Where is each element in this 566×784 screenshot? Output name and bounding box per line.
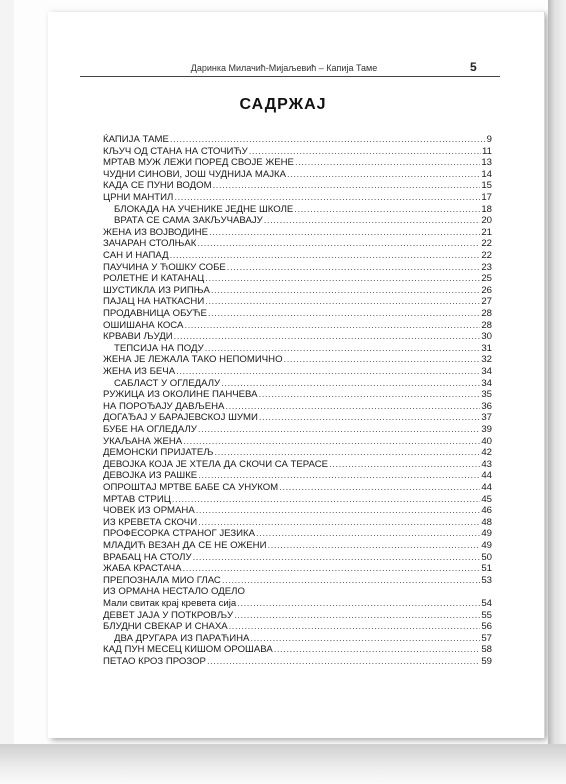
toc-entry-page: 13 <box>481 157 492 169</box>
toc-entry-title: ДЕВОЈКА КОЈА ЈЕ ХТЕЛА ДА СКОЧИ СА ТЕРАСЕ <box>103 458 329 470</box>
toc-entry-title: ТЕПСИЈА НА ПОДУ <box>114 342 204 354</box>
toc-entry-page: 49 <box>481 528 492 540</box>
toc-entry-page: 32 <box>481 354 492 366</box>
toc-entry-page: 21 <box>481 226 492 238</box>
toc-entry-page: 51 <box>481 563 492 575</box>
toc-entry-title: ДВА ДРУГАРА ИЗ ПАРАЋИНА <box>114 632 250 644</box>
toc-entry-page: 50 <box>481 551 492 563</box>
toc-entry-page: 35 <box>481 389 492 401</box>
toc-entry-title: ЦРНИ МАНТИЛ <box>103 192 174 203</box>
toc-entry-page: 22 <box>481 238 492 250</box>
toc-entry-page: 49 <box>481 540 492 551</box>
toc-entry-page: 46 <box>481 505 492 517</box>
toc-entry-page: 17 <box>481 192 492 203</box>
toc-entry-title: КАДА СЕ ПУНИ ВОДОМ <box>103 180 212 192</box>
toc-entry-title: МРТАВ МУЖ ЛЕЖИ ПОРЕД СВОЈЕ ЖЕНЕ <box>103 157 294 169</box>
toc-entry-title: САБЛАСТ У ОГЛЕДАЛУ <box>114 377 221 389</box>
toc-entry-page: 27 <box>481 296 492 308</box>
toc-entry-page: 59 <box>481 656 492 667</box>
toc-entry-title: БУБЕ НА ОГЛЕДАЛУ <box>103 424 197 435</box>
toc-entry-title: ПАЈАЦ НА НАТКАСНИ <box>103 296 205 308</box>
toc-entry-page: 39 <box>481 424 492 435</box>
toc-entry-page: 43 <box>481 458 492 470</box>
toc-entry-title: ПЕТАО КРОЗ ПРОЗОР <box>103 656 206 667</box>
page-number: 5 <box>470 60 477 74</box>
book-cover-bottom-edge <box>0 744 566 784</box>
toc-leader-dots <box>207 656 480 668</box>
header-rule <box>80 76 500 77</box>
toc-entry-page: 56 <box>481 621 492 633</box>
toc-entry-title: ОПРОШТАЈ МРТВЕ БАБЕ СА УНУКОМ <box>103 482 279 493</box>
toc-entry-page: 9 <box>486 134 492 145</box>
toc-entry-title: ЌАПИЈА ТАМЕ <box>103 134 169 145</box>
toc-entry-page: 55 <box>481 609 492 621</box>
toc-entry-page: 34 <box>481 377 492 389</box>
toc-entry-title: ИЗ КРЕВЕТА СКОЧИ <box>103 516 198 528</box>
toc-entry-page: 48 <box>481 516 492 528</box>
toc-entry-title: САН И НАПАД <box>103 250 169 261</box>
toc-entry-page: 11 <box>482 145 492 157</box>
toc-entry-page: 44 <box>481 470 492 482</box>
toc-entry-page: 40 <box>481 435 492 447</box>
toc-entry-title: ЖАБА КРАСТАЧА <box>103 563 182 575</box>
toc-entry-page: 20 <box>481 215 492 227</box>
toc-entry-title: КАД ПУН МЕСЕЦ КИШОМ ОРОШАВА <box>103 644 273 656</box>
toc-entry-page: 23 <box>481 261 492 273</box>
toc-entry-page: 28 <box>481 319 492 331</box>
toc-entry-title: РУЖИЦА ИЗ ОКОЛИНЕ ПАНЧЕВА <box>103 389 258 401</box>
toc-entry-title: БЛУДНИ СВЕКАР И СНАХА <box>103 621 228 633</box>
toc-entry-page: 25 <box>481 273 492 285</box>
toc-entry-title: МРТАВ СТРИЦ <box>103 493 171 505</box>
toc-entry-page: 15 <box>481 180 492 192</box>
toc-entry-page: 22 <box>481 250 492 261</box>
toc-entry-title: ИЗ ОРМАНА НЕСТАЛО ОДЕЛО <box>103 586 245 598</box>
toc-entry <box>103 654 492 668</box>
toc-entry-title: ДЕМОНСКИ ПРИЈАТЕЉ <box>103 447 214 459</box>
toc-entry-title: УКАЉАНА ЖЕНА <box>103 435 183 447</box>
toc-entry-page: 28 <box>481 308 492 319</box>
toc-entry-title: ПРОДАВНИЦА ОБУЋЕ <box>103 308 207 319</box>
toc-entry-page: 14 <box>481 168 492 180</box>
toc-entry-title: ВРАБАЦ НА СТОЛУ <box>103 551 192 563</box>
book-cover-edge <box>548 0 566 784</box>
toc-entry-page: 58 <box>481 644 492 656</box>
toc-entry-title: ОШИШАНА КОСА <box>103 319 184 331</box>
toc-entry-page: 57 <box>481 632 492 644</box>
toc-entry-page: 54 <box>481 598 492 609</box>
toc-entry-page: 42 <box>481 447 492 459</box>
toc-entry-page: 30 <box>481 331 492 343</box>
toc-entry-page: 36 <box>481 400 492 412</box>
toc-entry-title: БЛОКАДА НА УЧЕНИКЕ ЈЕДНЕ ШКОЛЕ <box>114 203 294 215</box>
toc-entry-title: ПРЕПОЗНАЛА МИО ГЛАС <box>103 574 221 586</box>
toc-entry-page: 44 <box>481 482 492 493</box>
toc-entry-page: 31 <box>481 342 492 354</box>
toc-entry-page: 18 <box>481 203 492 215</box>
toc-entry-title: ПАУЧИНА У ЋОШКУ СОБЕ <box>103 261 226 273</box>
toc-entry-title: ЖЕНА ИЗ БЕЧА <box>103 366 176 377</box>
toc-entry-title: РОЛЕТНЕ И КАТАНАЦ <box>103 273 205 285</box>
toc-entry-page: 26 <box>481 284 492 296</box>
toc-entry-title: ЖЕНА ЈЕ ЛЕЖАЛА ТАКО НЕПОМИЧНО <box>103 354 283 366</box>
toc-entry-title: ЗАЧАРАН СТОЛЊАК <box>103 238 197 250</box>
toc-entry-title: ШУСТИКЛА ИЗ РИПЊА <box>103 284 210 296</box>
toc-entry-title: ДЕВОЈКА ИЗ РАШКЕ <box>103 470 198 482</box>
scan-background <box>0 0 14 784</box>
toc-entry-page: 37 <box>481 412 492 424</box>
toc-entry-title: НА ПОРОЂАЈУ ДАВЉЕНА <box>103 400 225 412</box>
toc-entry-title: КЉУЧ ОД СТАНА НА СТОЧИЋУ <box>103 145 248 157</box>
toc-entry-page: 53 <box>481 574 492 586</box>
toc-entry-title: ДЕВЕТ ЈАЈА У ПОТКРОВЉУ <box>103 609 234 621</box>
toc-entry-title: Мали свитак крај кревета сија <box>103 598 237 609</box>
toc-entry-page: 45 <box>481 493 492 505</box>
running-head: Даринка Милачић-Мијаљевић – Капија Таме <box>190 63 378 73</box>
toc-entry-title: КРВАВИ ЉУДИ <box>103 331 173 343</box>
toc-entry-page: 34 <box>481 366 492 377</box>
toc-entry-title: ЧУДНИ СИНОВИ, ЈОШ ЧУДНИЈА МАЈКА <box>103 168 287 180</box>
toc-entry-title: ДОГАЂАЈ У БАРАЈЕВСКОЈ ШУМИ <box>103 412 258 424</box>
toc-title: САДРЖАЈ <box>239 96 327 113</box>
toc-entry-title: ВРАТА СЕ САМА ЗАКЉУЧАВАЈУ <box>114 215 263 227</box>
toc-entry-title: ЧОВЕК ИЗ ОРМАНА <box>103 505 195 517</box>
toc-entry-title: ЖЕНА ИЗ ВОЈВОДИНЕ <box>103 226 208 238</box>
toc-entry-title: ПРОФЕСОРКА СТРАНОГ ЈЕЗИКА <box>103 528 256 540</box>
toc-entry-title: МЛАДИЋ ВЕЗАН ДА СЕ НЕ ОЖЕНИ <box>103 540 267 551</box>
